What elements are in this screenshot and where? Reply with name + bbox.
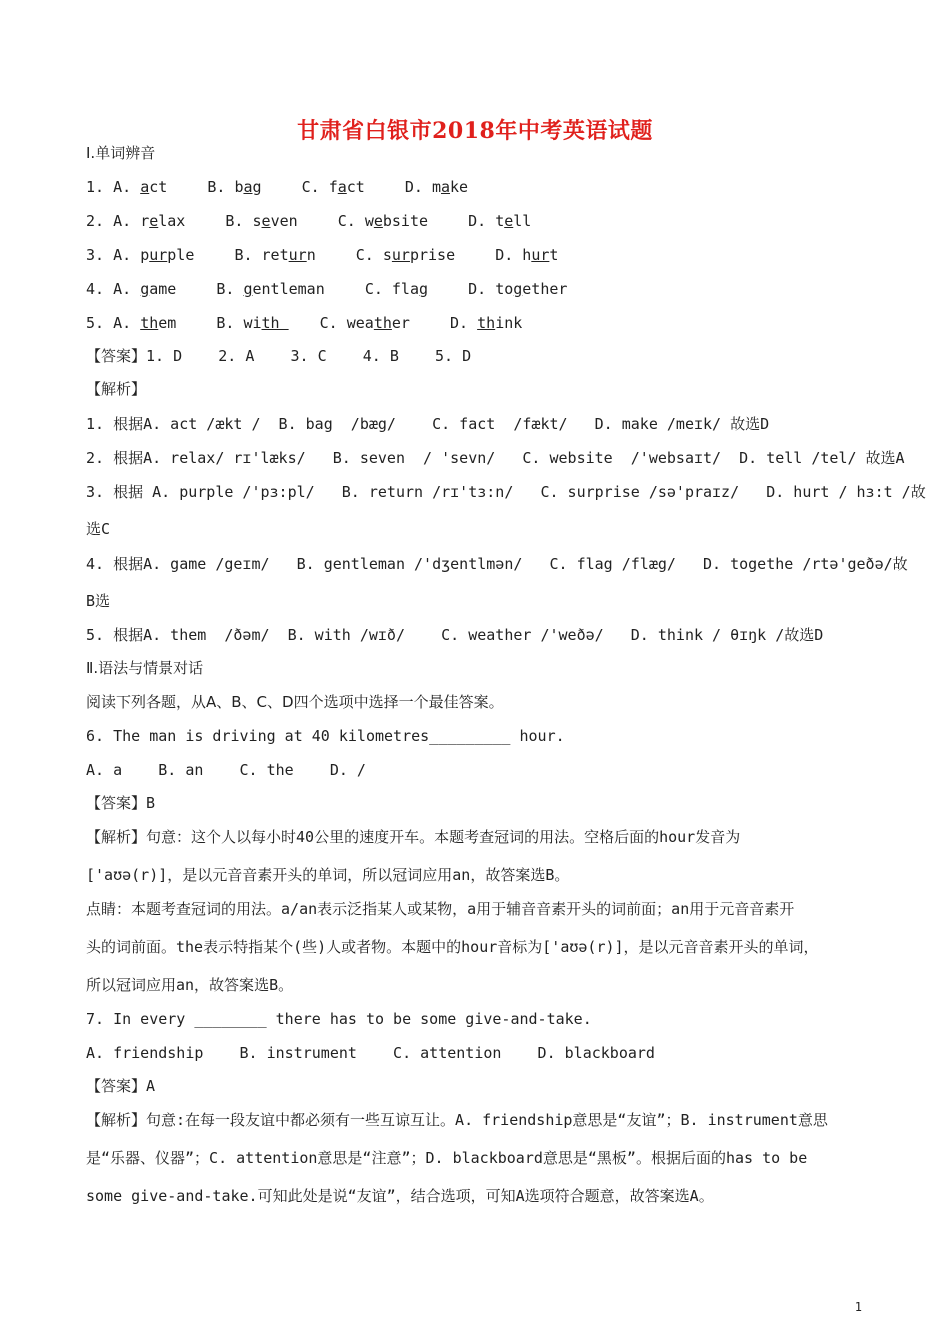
question-3: 3. A. purple B. return C. surprise D. hurt	[86, 246, 559, 264]
question-6-tip-end: 所以冠词应用an，故答案选B。	[86, 976, 294, 994]
analysis-tag: 【解析】	[86, 380, 147, 398]
analysis-4-cont: B选	[86, 592, 111, 610]
question-6-options: A. a B. an C. the D. /	[86, 761, 366, 779]
section-1-heading: I.单词辨音	[86, 144, 156, 162]
question-7-analysis: 【解析】句意:在每一段友谊中都必须有一些互谅互让。A. friendship意思是“友谊”；B. instrument意思	[86, 1111, 828, 1129]
analysis-3-cont: 选C	[86, 520, 111, 538]
question-7-analysis-cont: 是“乐器、仪器”；C. attention意思是“注意”；D. blackboard意思是“黑板”。根据后面的has to be	[86, 1149, 808, 1167]
question-6-answer: 【答案】B	[86, 794, 156, 812]
analysis-5: 5. 根据A. them /ðəm/ B. with /wɪð/ C. weather /'weðə/ D. think / θɪŋk /故选D	[86, 626, 824, 644]
question-7-options: A. friendship B. instrument C. attention D. blackboard	[86, 1044, 655, 1062]
page-number: 1	[854, 1300, 862, 1314]
analysis-4: 4. 根据A. game /geɪm/ B. gentleman /'dʒentlmən/ C. flag /flæg/ D. togethe /rtə'geðə/故	[86, 555, 908, 573]
question-6-tip-cont: 头的词前面。the表示特指某个(些)人或者物。本题中的hour音标为['aʊə(r)]，是以元音音素开头的单词，	[86, 938, 819, 956]
analysis-1: 1. 根据A. act /ækt / B. bag /bæg/ C. fact /fækt/ D. make /meɪk/ 故选D	[86, 415, 770, 433]
section-2-instruction: 阅读下列各题，从A、B、C、D四个选项中选择一个最佳答案。	[86, 693, 504, 711]
analysis-3: 3. 根据 A. purple /'pɜ:pl/ B. return /rɪ'tɜ:n/ C. surprise /sə'praɪz/ D. hurt / hɜ:t /故	[86, 483, 926, 501]
question-1: 1. A. act B. bag C. fact D. make	[86, 178, 469, 196]
question-7: 7. In every ________ there has to be some give-and-take.	[86, 1010, 592, 1028]
section-2-heading: Ⅱ.语法与情景对话	[86, 659, 204, 677]
question-2: 2. A. relax B. seven C. website D. tell	[86, 212, 532, 230]
question-6-analysis: 【解析】句意：这个人以每小时40公里的速度开车。本题考查冠词的用法。空格后面的hour发音为	[86, 828, 741, 846]
question-7-answer: 【答案】A	[86, 1077, 156, 1095]
answers-1-5: 【答案】1. D 2. A 3. C 4. B 5. D	[86, 347, 472, 365]
question-6: 6. The man is driving at 40 kilometres_________ hour.	[86, 727, 565, 745]
question-5: 5. A. them B. with C. weather D. think	[86, 314, 523, 332]
question-6-analysis-cont: ['aʊə(r)]，是以元音音素开头的单词，所以冠词应用an，故答案选B。	[86, 866, 570, 884]
page-title: 甘肃省白银市2018年中考英语试题	[297, 118, 653, 144]
question-6-tip: 点睛：本题考查冠词的用法。a/an表示泛指某人或某物，a用于辅音音素开头的词前面；an用于元音音素开	[86, 900, 795, 918]
question-7-analysis-end: some give-and-take.可知此处是说“友谊”，结合选项，可知A选项符合题意，故答案选A。	[86, 1187, 714, 1205]
analysis-2: 2. 根据A. relax/ rɪ'læks/ B. seven / 'sevn/ C. website /'websaɪt/ D. tell /tel/ 故选A	[86, 449, 905, 467]
question-4: 4. A. game B. gentleman C. flag D. together	[86, 280, 568, 298]
